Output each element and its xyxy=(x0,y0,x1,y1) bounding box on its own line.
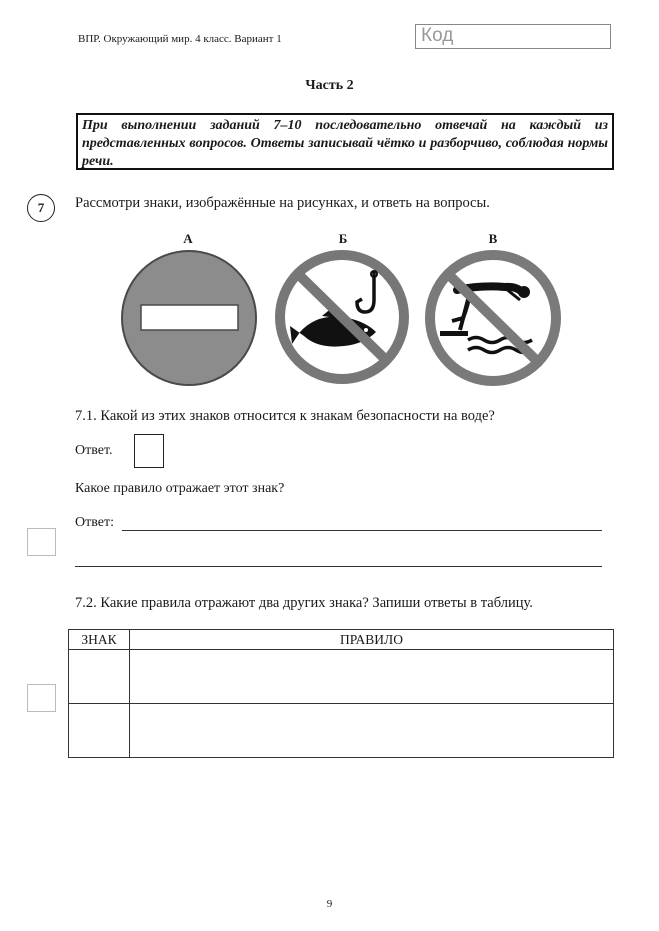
question-7-1: 7.1. Какой из этих знаков относится к знакам безопасности на воде? xyxy=(75,408,495,424)
question-7-2: 7.2. Какие правила отражают два других знака? Запиши ответы в таблицу. xyxy=(75,595,533,611)
table-cell-sign[interactable] xyxy=(69,704,130,758)
score-box-1[interactable] xyxy=(27,528,56,556)
code-label: Код xyxy=(421,25,454,46)
table-header-rule: ПРАВИЛО xyxy=(130,630,614,650)
table-header-sign: ЗНАК xyxy=(69,630,130,650)
table-cell-rule[interactable] xyxy=(130,650,614,704)
no-entry-sign-icon xyxy=(122,251,256,385)
answer-label-short: Ответ. xyxy=(75,443,113,458)
answer-letter-box[interactable] xyxy=(134,434,164,468)
sign-letter-a: А xyxy=(183,231,193,246)
part-title: Часть 2 xyxy=(305,78,354,93)
instructions-box: При выполнении заданий 7–10 последовательно отвечай на каждый из представленных вопросов. Ответы записывай чётко и разборчиво, соблюдая нормы речи. xyxy=(76,113,614,170)
answer-label-long: Ответ: xyxy=(75,515,114,530)
rule-question: Какое правило отражает этот знак? xyxy=(75,481,285,496)
sign-letter-v: В xyxy=(488,231,498,246)
sign-letter-b: Б xyxy=(338,231,348,246)
table-row xyxy=(69,650,614,704)
table-cell-rule[interactable] xyxy=(130,704,614,758)
answer-table xyxy=(68,629,614,758)
no-diving-sign-icon xyxy=(430,255,556,381)
task-number-badge: 7 xyxy=(27,194,55,222)
table-row xyxy=(69,704,614,758)
table-cell-sign[interactable] xyxy=(69,650,130,704)
score-box-2[interactable] xyxy=(27,684,56,712)
header-title: ВПР. Окружающий мир. 4 класс. Вариант 1 xyxy=(78,33,282,45)
answer-line-2[interactable] xyxy=(75,566,602,567)
task-text: Рассмотри знаки, изображённые на рисунках, и ответь на вопросы. xyxy=(75,195,490,211)
page-number: 9 xyxy=(326,898,333,910)
signs-illustration xyxy=(0,0,659,400)
answer-line-1[interactable] xyxy=(122,530,602,531)
no-fishing-sign-icon xyxy=(280,255,404,379)
